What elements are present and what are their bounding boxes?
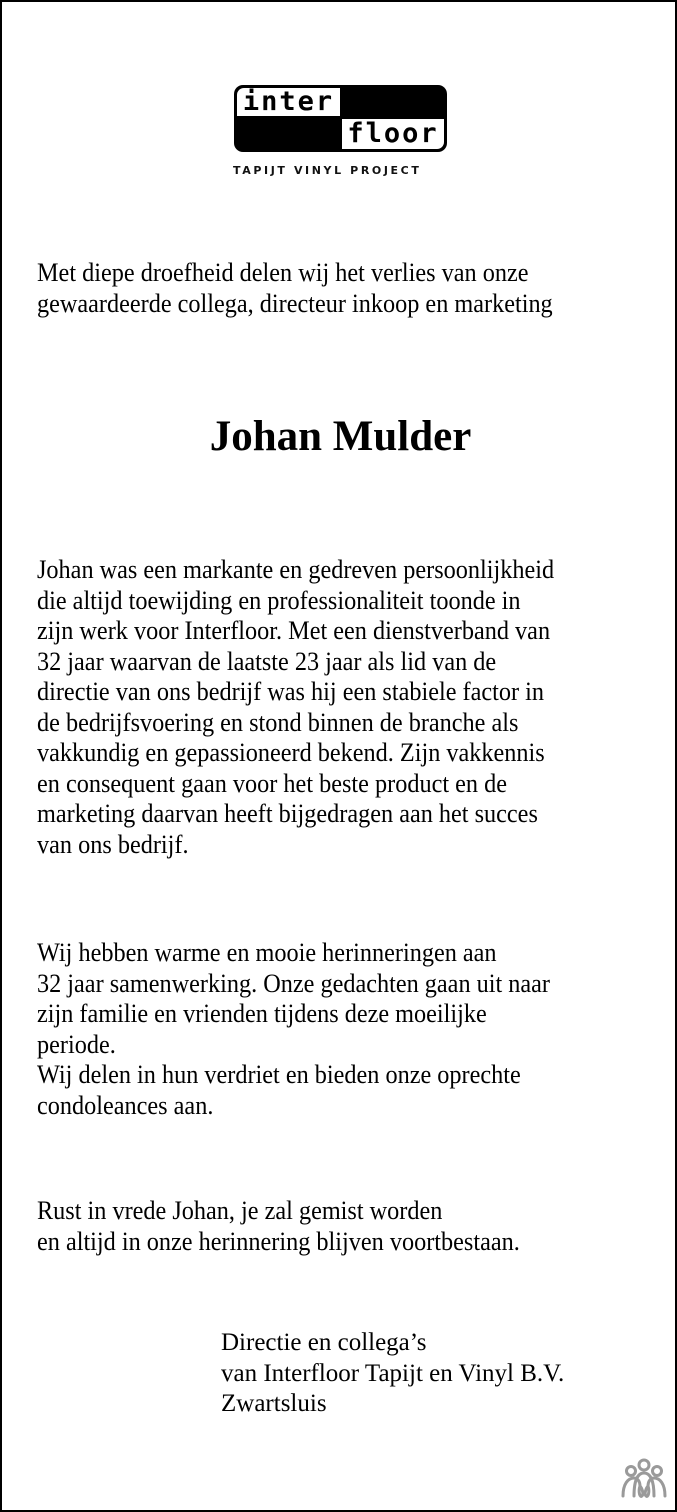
intro-line: gewaardeerde collega, directeur inkoop en marketing bbox=[37, 287, 553, 318]
people-group-icon bbox=[620, 1456, 668, 1504]
signature-line: van Interfloor Tapijt en Vinyl B.V. bbox=[221, 1359, 565, 1387]
paragraph-line: zijn familie en vrienden tijdens deze moeilijke bbox=[37, 998, 487, 1028]
paragraph-line: en consequent gaan voor het beste product en de bbox=[37, 767, 507, 798]
tribute-paragraph bbox=[37, 554, 554, 859]
paragraph-line: 32 jaar waarvan de laatste 23 jaar als lid van de bbox=[37, 645, 497, 676]
interfloor-logo bbox=[234, 85, 447, 152]
farewell-paragraph bbox=[37, 1195, 520, 1256]
intro-text bbox=[37, 257, 553, 318]
paragraph-line: van ons bedrijf. bbox=[37, 828, 189, 859]
paragraph-line: en altijd in onze herinnering blijven voortbestaan. bbox=[37, 1225, 520, 1256]
paragraph-line: vakkundig en gepassioneerd bekend. Zijn vakkennis bbox=[37, 737, 545, 767]
signature-block bbox=[221, 1328, 564, 1420]
signature-line: Directie en collega’s bbox=[221, 1329, 427, 1356]
condolence-paragraph bbox=[37, 937, 550, 1120]
paragraph-line: periode. bbox=[37, 1028, 116, 1059]
logo-tagline: TAPIJT VINYL PROJECT bbox=[233, 164, 422, 177]
intro-line: Met diepe droefheid delen wij het verlies van onze bbox=[37, 257, 529, 287]
paragraph-line: 32 jaar samenwerking. Onze gedachten gaan uit naar bbox=[37, 967, 551, 998]
paragraph-line: condoleances aan. bbox=[37, 1089, 214, 1120]
paragraph-line: Johan was een markante en gedreven persoonlijkheid bbox=[37, 554, 555, 584]
logo-word-floor: floor bbox=[342, 119, 444, 149]
paragraph-line: marketing daarvan heeft bijgedragen aan het succes bbox=[37, 798, 538, 828]
deceased-name: Johan Mulder bbox=[209, 413, 472, 460]
paragraph-line: die altijd toewijding en professionaliteit toonde in bbox=[37, 584, 521, 615]
paragraph-line: de bedrijfsvoering en stond binnen de branche als bbox=[37, 706, 519, 737]
paragraph-line: Wij delen in hun verdriet en bieden onze oprechte bbox=[37, 1059, 521, 1089]
paragraph-line: Wij hebben warme en mooie herinneringen aan bbox=[37, 937, 497, 967]
signature-line: Zwartsluis bbox=[221, 1390, 327, 1417]
paragraph-line: directie van ons bedrijf was hij een stabiele factor in bbox=[37, 676, 544, 706]
paragraph-line: zijn werk voor Interfloor. Met een dienstverband van bbox=[37, 615, 551, 645]
paragraph-line: Rust in vrede Johan, je zal gemist worden bbox=[37, 1195, 443, 1225]
logo-word-inter: inter bbox=[237, 88, 340, 116]
